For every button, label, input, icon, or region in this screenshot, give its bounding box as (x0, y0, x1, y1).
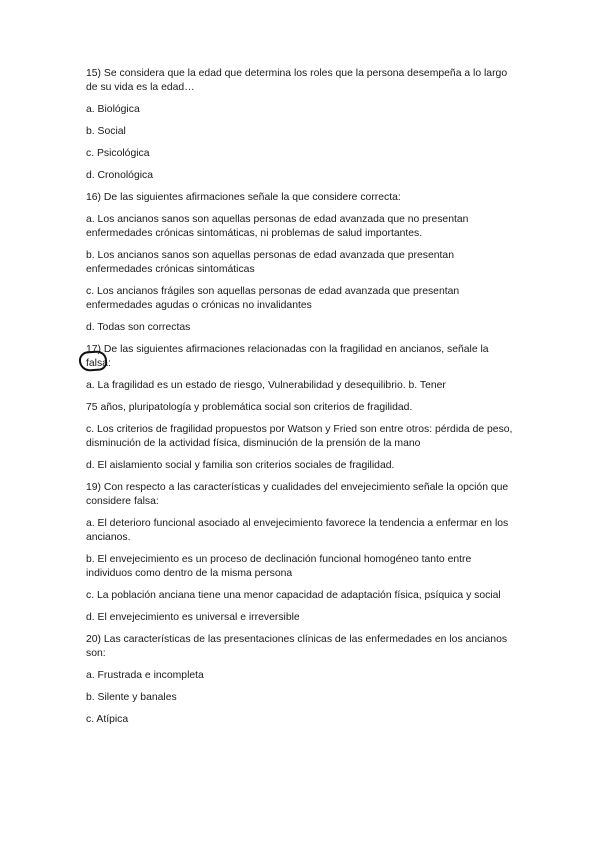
option: c. Psicológica (86, 148, 150, 159)
question-stem: 20) Las características de las presentaciones clínicas de las enfermedades en los ancianos son: (86, 634, 508, 659)
option: d. El envejecimiento es universal e irreversible (86, 612, 300, 623)
option: a. El deterioro funcional asociado al envejecimiento favorece la tendencia a enfermar en los ancianos. (86, 518, 509, 543)
option: b. Los ancianos sanos son aquellas personas de edad avanzada que presentan enfermedades crónicas sintomáticas (86, 250, 454, 275)
option: c. Los criterios de fragilidad propuestos por Watson y Fried son entre otros: pérdida de peso, disminución de la actividad física, disminución de la prensión de la mano (86, 424, 513, 449)
question-list (86, 67, 516, 735)
option: b. Silente y banales (86, 692, 177, 703)
option: d. Cronológica (86, 170, 154, 181)
question-19 (86, 481, 516, 625)
option: b. Social (86, 126, 126, 137)
question-stem: 15) Se considera que la edad que determina los roles que la persona desempeña a lo largo de su vida es la edad… (86, 68, 508, 93)
question-stem: 17) De las siguientes afirmaciones relacionadas con la fragilidad en ancianos, señale la falsa: (86, 344, 489, 369)
option: d. El aislamiento social y familia son criterios sociales de fragilidad. (86, 460, 395, 471)
question-15 (86, 67, 516, 183)
question-20 (86, 633, 516, 727)
handwritten-circle-mark (78, 350, 107, 372)
option: c. Atípica (86, 714, 129, 725)
option: c. La población anciana tiene una menor capacidad de adaptación física, psíquica y social (86, 590, 501, 601)
option: d. Todas son correctas (86, 322, 191, 333)
option: a. Biológica (86, 104, 140, 115)
option: a. Frustrada e incompleta (86, 670, 204, 681)
option: 75 años, pluripatología y problemática social son criterios de fragilidad. (86, 402, 413, 413)
question-16 (86, 191, 516, 335)
option: a. Los ancianos sanos son aquellas personas de edad avanzada que no presentan enfermedades crónicas sintomáticas, ni problemas de salud importantes. (86, 214, 469, 239)
question-17 (86, 343, 516, 473)
option: a. La fragilidad es un estado de riesgo, Vulnerabilidad y desequilibrio. b. Tener (86, 380, 446, 391)
question-stem: 19) Con respecto a las características y cualidades del envejecimiento señale la opción que considere falsa: (86, 482, 509, 507)
option: c. Los ancianos frágiles son aquellas personas de edad avanzada que presentan enfermedades agudas o crónicas no invalidantes (86, 286, 460, 311)
option: b. El envejecimiento es un proceso de declinación funcional homogéneo tanto entre individuos como dentro de la misma persona (86, 554, 472, 579)
question-stem: 16) De las siguientes afirmaciones señale la que considere correcta: (86, 192, 401, 203)
